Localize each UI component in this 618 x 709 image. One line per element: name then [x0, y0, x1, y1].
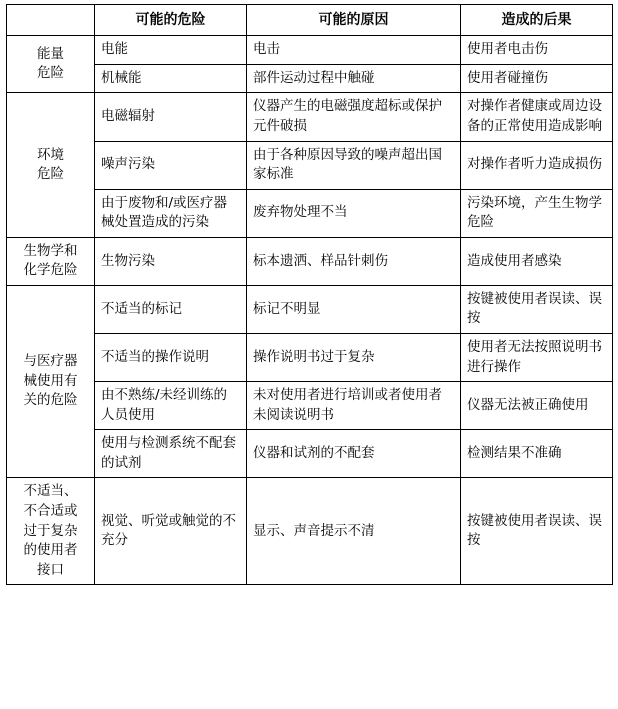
table-header-row: [7, 5, 613, 36]
risk-hazard-cell: 电磁辐射: [95, 93, 247, 141]
table-row: [7, 36, 613, 65]
risk-hazard-cell: 不适当的标记: [95, 285, 247, 333]
risk-consequence-cell: 按键被使用者误读、误按: [461, 285, 613, 333]
risk-consequence-cell: 使用者电击伤: [461, 36, 613, 65]
risk-hazard-cell: 由不熟练/未经训练的人员使用: [95, 382, 247, 430]
risk-category-cell: 生物学和 化学危险: [7, 237, 95, 285]
risk-hazard-cell: 噪声污染: [95, 141, 247, 189]
table-row: [7, 93, 613, 141]
risk-analysis-table: [6, 4, 613, 585]
risk-category-cell: 环境 危险: [7, 93, 95, 237]
risk-cause-cell: 电击: [247, 36, 461, 65]
risk-consequence-cell: 造成使用者感染: [461, 237, 613, 285]
table-row: [7, 285, 613, 333]
risk-hazard-cell: 生物污染: [95, 237, 247, 285]
risk-consequence-cell: 按键被使用者误读、误按: [461, 478, 613, 585]
risk-hazard-cell: 视觉、听觉或触觉的不充分: [95, 478, 247, 585]
risk-consequence-cell: 检测结果不准确: [461, 430, 613, 478]
risk-cause-cell: 显示、声音提示不清: [247, 478, 461, 585]
risk-hazard-cell: 使用与检测系统不配套的试剂: [95, 430, 247, 478]
table-row: [7, 334, 613, 382]
risk-cause-cell: 标记不明显: [247, 285, 461, 333]
risk-cause-cell: 废弃物处理不当: [247, 189, 461, 237]
table-row: [7, 237, 613, 285]
risk-category-cell: 能量 危险: [7, 36, 95, 93]
table-row: [7, 141, 613, 189]
risk-consequence-cell: 使用者碰撞伤: [461, 64, 613, 93]
risk-consequence-cell: 污染环境，产生生物学危险: [461, 189, 613, 237]
column-header-consequence: 造成的后果: [461, 5, 613, 36]
table-row: [7, 189, 613, 237]
risk-cause-cell: 仪器产生的电磁强度超标或保护元件破损: [247, 93, 461, 141]
risk-cause-cell: 由于各种原因导致的噪声超出国家标准: [247, 141, 461, 189]
risk-cause-cell: 操作说明书过于复杂: [247, 334, 461, 382]
column-header-hazard: 可能的危险: [95, 5, 247, 36]
risk-hazard-cell: 机械能: [95, 64, 247, 93]
risk-cause-cell: 部件运动过程中触碰: [247, 64, 461, 93]
risk-hazard-cell: 电能: [95, 36, 247, 65]
table-row: [7, 430, 613, 478]
risk-hazard-cell: 不适当的操作说明: [95, 334, 247, 382]
risk-consequence-cell: 仪器无法被正确使用: [461, 382, 613, 430]
risk-consequence-cell: 使用者无法按照说明书进行操作: [461, 334, 613, 382]
header-spacer: [7, 5, 95, 36]
risk-hazard-cell: 由于废物和/或医疗器械处置造成的污染: [95, 189, 247, 237]
table-row: [7, 64, 613, 93]
risk-cause-cell: 标本遗洒、样品针刺伤: [247, 237, 461, 285]
risk-category-cell: 不适当、 不合适或 过于复杂 的使用者 接口: [7, 478, 95, 585]
risk-category-cell: 与医疗器 械使用有 关的危险: [7, 285, 95, 478]
table-row: [7, 478, 613, 585]
risk-cause-cell: 未对使用者进行培训或者使用者未阅读说明书: [247, 382, 461, 430]
table-body: [7, 36, 613, 585]
risk-cause-cell: 仪器和试剂的不配套: [247, 430, 461, 478]
table-row: [7, 382, 613, 430]
risk-consequence-cell: 对操作者健康或周边设备的正常使用造成影响: [461, 93, 613, 141]
column-header-cause: 可能的原因: [247, 5, 461, 36]
risk-consequence-cell: 对操作者听力造成损伤: [461, 141, 613, 189]
document-page: [0, 4, 618, 709]
table-header: [7, 5, 613, 36]
